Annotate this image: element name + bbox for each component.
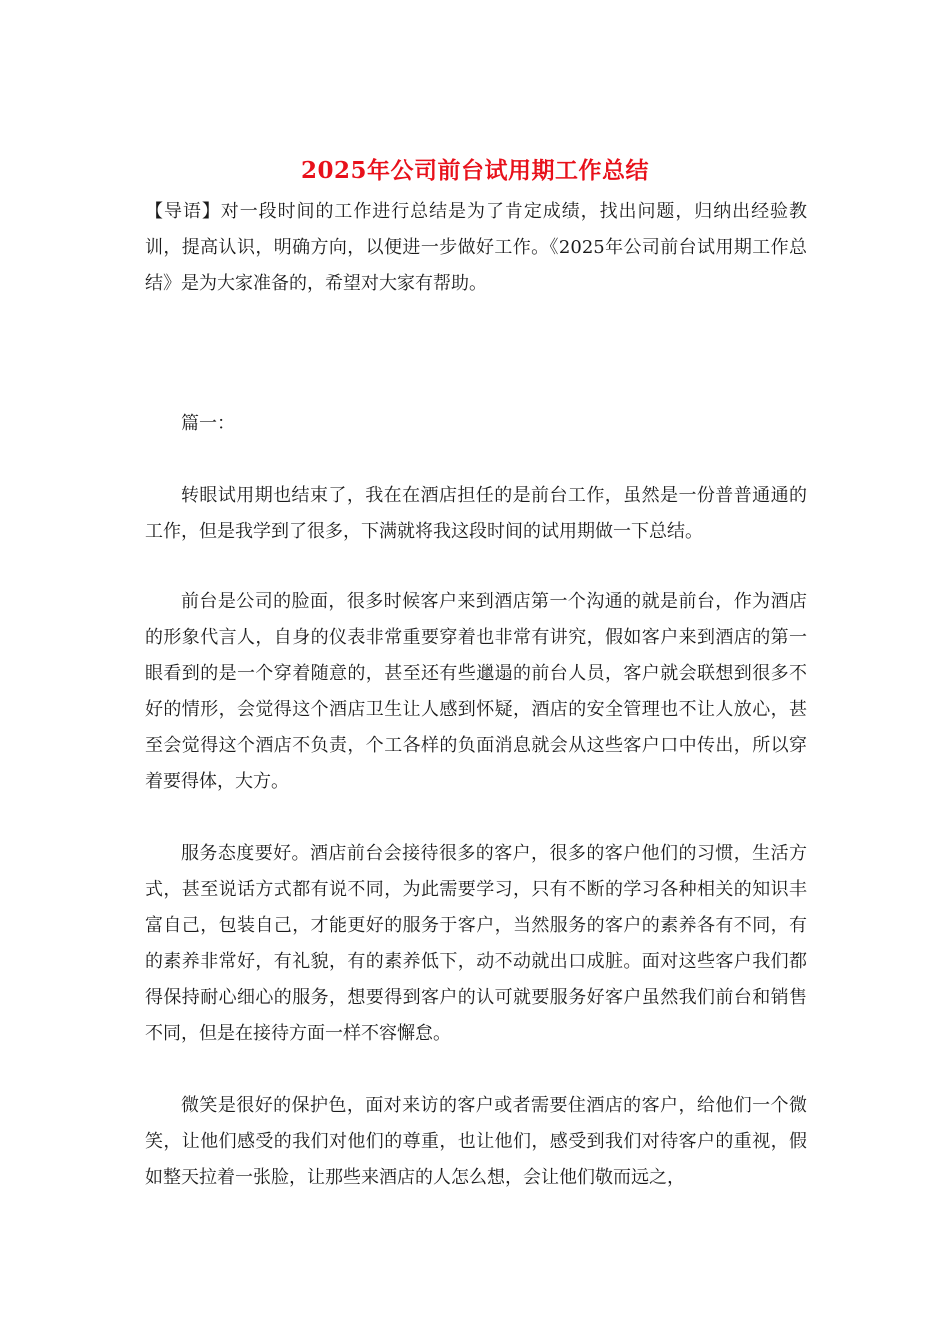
body-paragraph: 服务态度要好。酒店前台会接待很多的客户，很多的客户他们的习惯，生活方式，甚至说话方式都有说不同，为此需要学习，只有不断的学习各种相关的知识丰富自己，包装自己，才能更好的服务于客户，当然服务的客户的素养各有不同，有的素养非常好，有礼貌，有的素养低下，动不动就出口成脏。面对这些客户我们都得保持耐心细心的服务，想要得到客户的认可就要服务好客户虽然我们前台和销售不同，但是在接待方面一样不容懈怠。 [145, 843, 807, 1044]
body-paragraph: 前台是公司的脸面，很多时候客户来到酒店第一个沟通的就是前台，作为酒店的形象代言人，自身的仪表非常重要穿着也非常有讲究，假如客户来到酒店的第一眼看到的是一个穿着随意的，甚至还有些邋遢的前台人员，客户就会联想到很多不好的情形，会觉得这个酒店卫生让人感到怀疑，酒店的安全管理也不让人放心，甚至会觉得这个酒店不负责，个工各样的负面消息就会从这些客户口中传出，所以穿着要得体，大方。 [145, 591, 807, 792]
body-paragraph: 微笑是很好的保护色，面对来访的客户或者需要住酒店的客户，给他们一个微笑，让他们感受的我们对他们的尊重，也让他们，感受到我们对待客户的重视，假如整天拉着一张脸，让那些来酒店的人怎么想，会让他们敬而远之， [145, 1095, 807, 1188]
body-paragraph: 转眼试用期也结束了，我在在酒店担任的是前台工作，虽然是一份普普通通的工作，但是我学到了很多，下满就将我这段时间的试用期做一下总结。 [145, 485, 807, 542]
document-title: 2025年公司前台试用期工作总结 [300, 157, 649, 184]
section-heading: 篇一： [181, 413, 235, 434]
intro-paragraph: 【导语】对一段时间的工作进行总结是为了肯定成绩，找出问题，归纳出经验教训，提高认识，明确方向，以便进一步做好工作。《2025年公司前台试用期工作总结》是为大家准备的，希望对大家有帮助。 [145, 201, 807, 294]
